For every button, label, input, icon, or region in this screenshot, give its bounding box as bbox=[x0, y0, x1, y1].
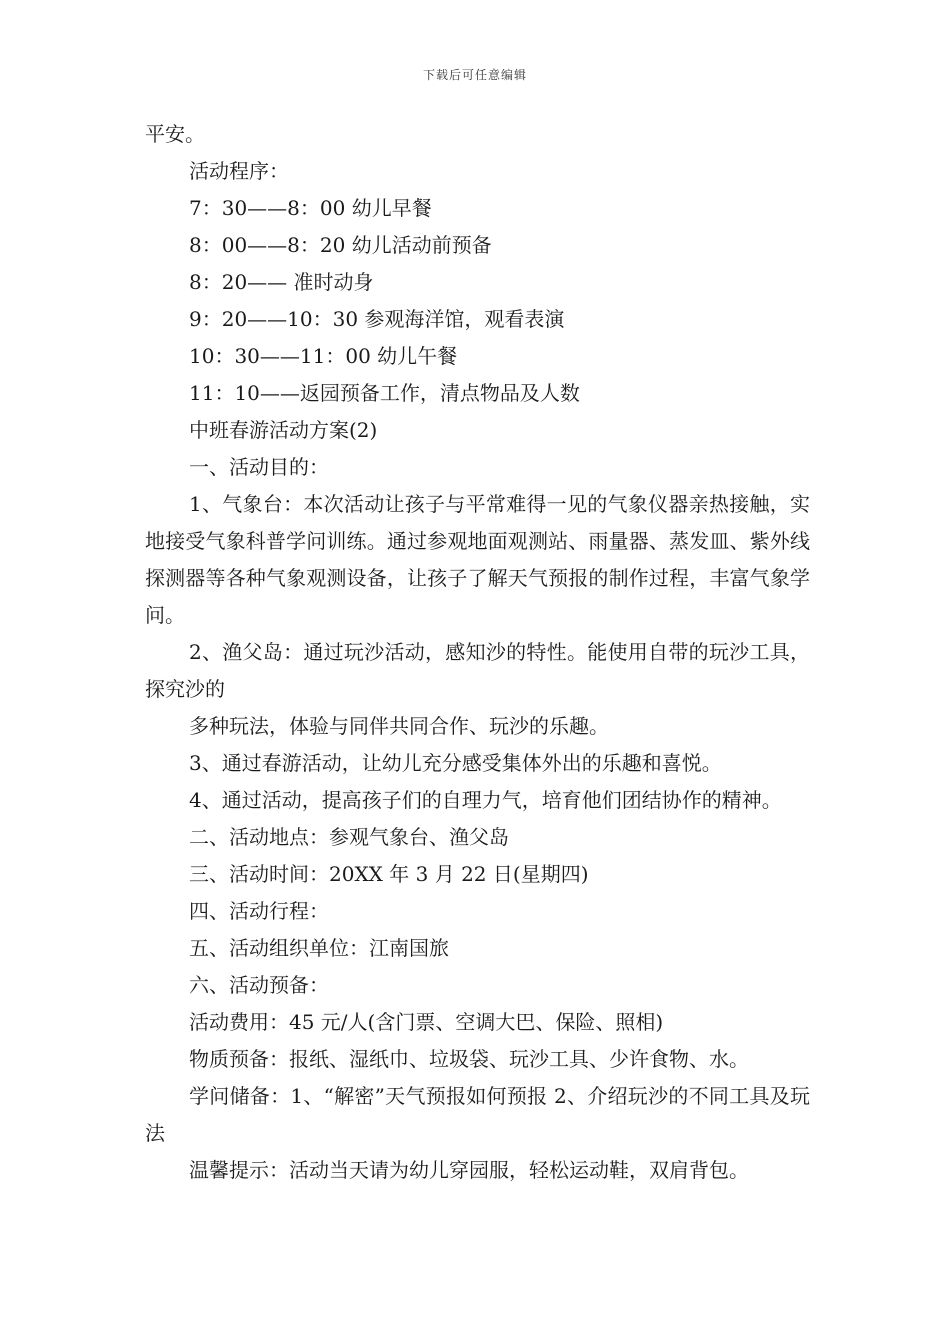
schedule-item-4: 9：20——10：30 参观海洋馆，观看表演 bbox=[189, 307, 565, 331]
paragraph-2: 活动程序： bbox=[189, 159, 289, 183]
heading-preparation: 六、活动预备： bbox=[189, 973, 329, 997]
schedule-item-6: 11：10——返园预备工作，清点物品及人数 bbox=[189, 381, 580, 405]
preparation-materials: 物质预备：报纸、湿纸巾、垃圾袋、玩沙工具、少许食物、水。 bbox=[189, 1047, 749, 1071]
document-body bbox=[145, 116, 810, 1189]
purpose-item-3: 3、通过春游活动，让幼儿充分感受集体外出的乐趣和喜悦。 bbox=[189, 751, 722, 775]
preparation-cost: 活动费用：45 元/人(含门票、空调大巴、保险、照相) bbox=[189, 1010, 664, 1034]
purpose-item-2-continued: 多种玩法，体验与同伴共同合作、玩沙的乐趣。 bbox=[189, 714, 609, 738]
heading-purpose: 一、活动目的： bbox=[189, 455, 329, 479]
page-header: 下载后可任意编辑 bbox=[422, 68, 527, 82]
heading-location: 二、活动地点：参观气象台、渔父岛 bbox=[189, 825, 509, 849]
paragraph-1: 平安。 bbox=[145, 122, 205, 146]
purpose-item-4: 4、通过活动，提高孩子们的自理力气，培育他们团结协作的精神。 bbox=[189, 788, 782, 812]
schedule-item-5: 10：30——11：00 幼儿午餐 bbox=[189, 344, 458, 368]
heading-time: 三、活动时间：20XX 年 3 月 22 日(星期四) bbox=[189, 862, 589, 886]
purpose-item-2: 2、渔父岛：通过玩沙活动，感知沙的特性。能使用自带的玩沙工具，探究沙的 bbox=[145, 640, 810, 701]
schedule-item-3: 8：20—— 准时动身 bbox=[189, 270, 374, 294]
reminder: 温馨提示：活动当天请为幼儿穿园服，轻松运动鞋，双肩背包。 bbox=[189, 1158, 749, 1182]
schedule-item-1: 7：30——8：00 幼儿早餐 bbox=[189, 196, 432, 220]
purpose-item-1: 1、气象台：本次活动让孩子与平常难得一见的气象仪器亲热接触，实地接受气象科普学问训练。通过参观地面观测站、雨量器、蒸发皿、紫外线探测器等各种气象观测设备，让孩子了解天气预报的制作过程，丰富气象学问。 bbox=[145, 492, 810, 627]
heading-itinerary: 四、活动行程： bbox=[189, 899, 329, 923]
preparation-knowledge: 学问储备：1、“解密”天气预报如何预报 2、介绍玩沙的不同工具及玩法 bbox=[145, 1084, 810, 1145]
section-title: 中班春游活动方案(2) bbox=[189, 418, 378, 442]
heading-organizer: 五、活动组织单位：江南国旅 bbox=[189, 936, 449, 960]
schedule-item-2: 8：00——8：20 幼儿活动前预备 bbox=[189, 233, 492, 257]
